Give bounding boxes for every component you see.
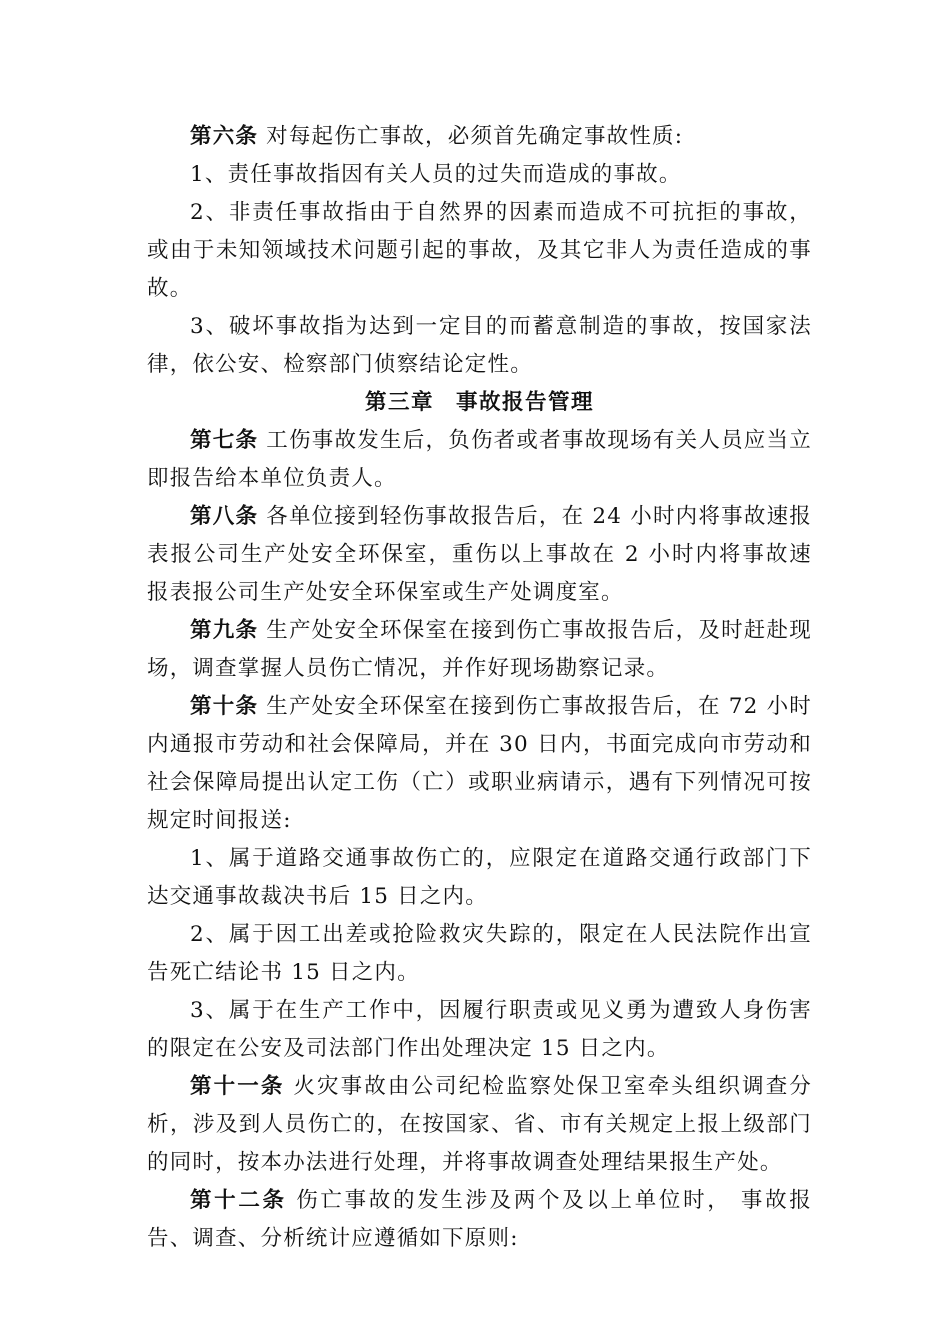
chapter-number: 第三章 (364, 390, 434, 415)
article-label: 第九条 (190, 618, 259, 643)
list-item: 1、属于道路交通事故伤亡的，应限定在道路交通行政部门下达交通事故裁决书后 15 日之内。 (147, 846, 812, 909)
article-label: 第十条 (190, 694, 259, 719)
list-item: 2、属于因工出差或抢险救灾失踪的，限定在人民法院作出宣告死亡结论书 15 日之内。 (147, 922, 812, 985)
article-text: 对每起伤亡事故，必须首先确定事故性质: (258, 124, 684, 149)
article-text: 各单位接到轻伤事故报告后，在 24 小时内将事故速报表报公司生产处安全环保室，重伤以上事故在 2 小时内将事故速报表报公司生产处安全环保室或生产处调度室。 (147, 504, 812, 605)
chapter-heading (147, 384, 812, 422)
article-text: 伤亡事故的发生涉及两个及以上单位时， 事故报告、调查、分析统计应遵循如下原则: (147, 1188, 812, 1251)
article-7 (147, 422, 812, 498)
article-label: 第八条 (190, 504, 259, 529)
article-label: 第七条 (190, 428, 259, 453)
article-11 (147, 1068, 812, 1182)
list-item: 2、非责任事故指由于自然界的因素而造成不可抗拒的事故，或由于未知领域技术问题引起的事故，及其它非人为责任造成的事故。 (147, 200, 812, 301)
document-page (147, 118, 812, 1258)
article-6 (147, 118, 812, 156)
article-text: 工伤事故发生后，负伤者或者事故现场有关人员应当立即报告给本单位负责人。 (147, 428, 812, 491)
article-9 (147, 612, 812, 688)
article-label: 第六条 (190, 124, 259, 149)
article-text: 火灾事故由公司纪检监察处保卫室牵头组织调查分析，涉及到人员伤亡的，在按国家、省、市有关规定上报上级部门的同时，按本办法进行处理，并将事故调查处理结果报生产处。 (147, 1074, 813, 1175)
article-text: 生产处安全环保室在接到伤亡事故报告后，在 72 小时内通报市劳动和社会保障局，并在 30 日内，书面完成向市劳动和社会保障局提出认定工伤（亡）或职业病请示，遇有下列情况可按规定时间报送: (147, 694, 812, 833)
article-10 (147, 688, 812, 840)
article-label: 第十二条 (190, 1188, 287, 1213)
article-12 (147, 1182, 812, 1258)
chapter-title: 事故报告管理 (456, 390, 595, 415)
list-item: 3、破坏事故指为达到一定目的而蓄意制造的事故，按国家法律，依公安、检察部门侦察结论定性。 (147, 314, 812, 377)
article-label: 第十一条 (190, 1074, 285, 1099)
list-item: 3、属于在生产工作中，因履行职责或见义勇为遭致人身伤害的限定在公安及司法部门作出处理决定 15 日之内。 (147, 998, 812, 1061)
list-item: 1、责任事故指因有关人员的过失而造成的事故。 (190, 162, 682, 187)
article-8 (147, 498, 812, 612)
article-text: 生产处安全环保室在接到伤亡事故报告后，及时赶赴现场，调查掌握人员伤亡情况，并作好现场勘察记录。 (147, 618, 812, 681)
